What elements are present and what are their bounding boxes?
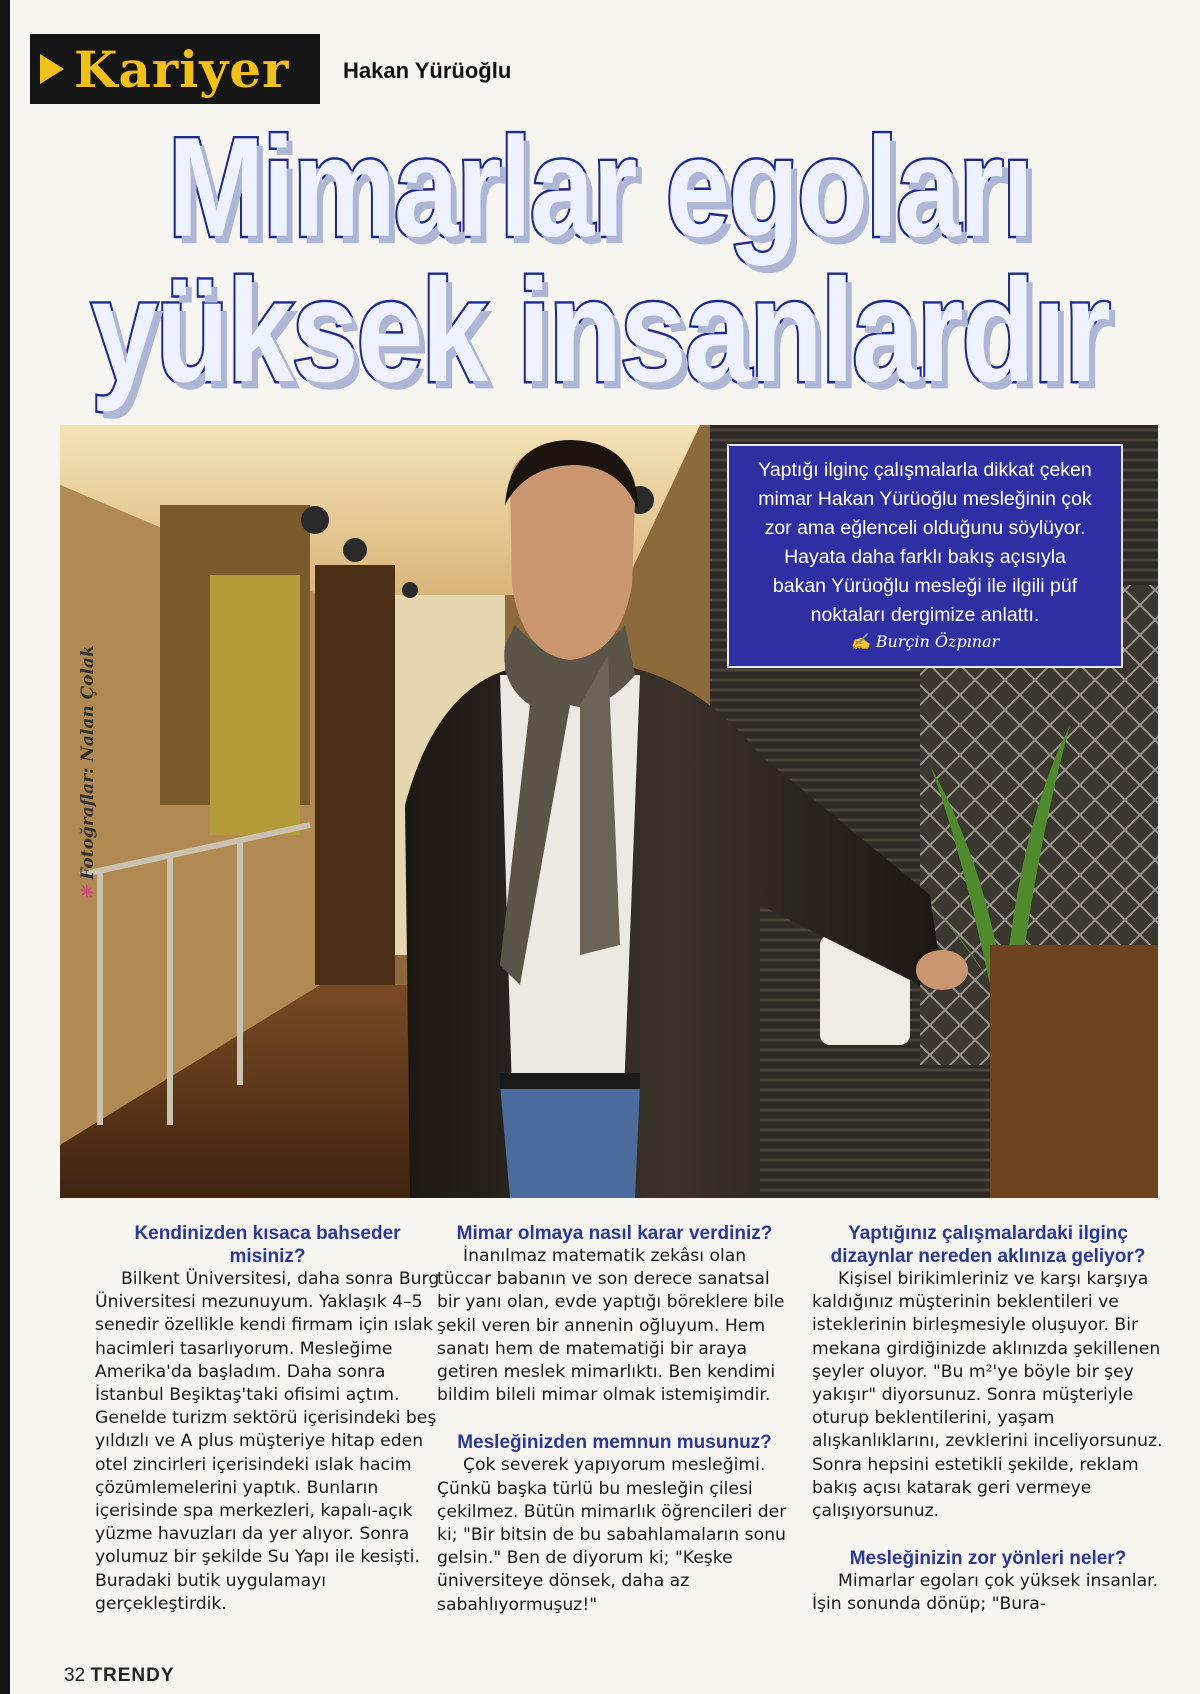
caption-line: zor ama eğlenceli olduğunu söylüyor. <box>764 517 1086 539</box>
headline-line-2: yüksek insanlardır <box>91 249 1109 413</box>
author-name: Hakan Yürüoğlu <box>343 58 512 83</box>
caption-line: Yaptığı ilginç çalışmalarla dikkat çeken <box>758 459 1092 481</box>
intro-caption-box <box>727 444 1123 668</box>
caption-line: Hayata daha farklı bakış açısıyla <box>784 546 1066 568</box>
headline-line-1: Mimarlar egoları <box>167 107 1033 267</box>
caption-line: noktaları dergimize anlattı. <box>810 604 1040 626</box>
caption-line: bakan Yürüoğlu mesleği ile ilgili püf <box>772 575 1078 597</box>
photo-credit <box>78 645 98 900</box>
page-folio <box>64 1665 175 1687</box>
magazine-name: TRENDY <box>90 1665 175 1686</box>
article-column-1 <box>95 1222 440 1616</box>
answer-paragraph: Mimarlar egoları çok yüksek insanlar. İşin sonunda dönüp; "Bura- <box>812 1571 1159 1615</box>
answer-paragraph: Çok severek yapıyorum mesleğimi. Çünkü başka türlü bu mesleğin çilesi çekilmez. Bütün mimarlık öğrencileri der ki; "Bir bitsin de bu sabahlamaların sonu gelsin." Ben de diyorum ki; "Keşke üniversiteye dönsek, daha az sabahlıyormuşuz!" <box>437 1455 787 1615</box>
question-heading: Mesleğinizin zor yönleri neler? <box>849 1548 1127 1570</box>
article-column-2 <box>437 1222 792 1617</box>
answer-paragraph: Kişisel birikimleriniz ve karşı karşıya kaldığınız müşterinin beklentileri ve isteklerinin birleşmesiyle oluşuyor. Bir mekana girdiğinizde aklınızda şekillenen şeyler oluyor. "Bu m²'ye böyle bir şey yakışır" diyorsunuz. Sonra müşteriyle oturup beklentilerini, yaşam alışkanlıklarını, zevklerini inceliyorsunuz. Sonra hepsini estetikli şekilde, reklam bakış açısı katarak geri vermeye çalışıyorsunuz. <box>812 1269 1163 1522</box>
question-heading: Mesleğinizden memnun musunuz? <box>457 1432 772 1454</box>
article-column-3 <box>812 1222 1164 1617</box>
asterisk-icon: ✳ <box>78 885 98 900</box>
page-number: 32 <box>64 1665 86 1686</box>
caption-line: mimar Hakan Yürüoğlu mesleğinin çok <box>758 488 1092 510</box>
caption-byline: ✍ Burçin Özpınar <box>850 632 1000 651</box>
photo-credit-text: Fotoğraflar: Nalan Çolak <box>78 645 98 880</box>
section-label <box>30 34 320 104</box>
question-heading: Mimar olmaya nasıl karar verdiniz? <box>456 1223 773 1244</box>
question-heading: Yaptığınız çalışmalardaki ilginç dizaynlar nereden aklınıza geliyor? <box>830 1223 1146 1267</box>
answer-paragraph: İnanılmaz matematik zekâsı olan tüccar babanın ve son derece sanatsal bir yanı olan, evde yaptığı böreklere bile şekil veren bir annenin oğluyum. Hem sanatı hem de matematiği bir araya getiren meslek mimarlıktı. Ben kendimi bildim bileli mimar olmak istemişimdir. <box>437 1246 785 1406</box>
question-heading: Kendinizden kısaca bahseder misiniz? <box>134 1223 401 1267</box>
section-title: Kariyer <box>74 39 290 99</box>
answer-paragraph: Bilkent Üniversitesi, daha sonra Burg Üniversitesi mezunuyum. Yaklaşık 4–5 senedir özellikle kendi firmam için ıslak hacimleri tasarlıyorum. Mesleğime Amerika'da başladım. Daha sonra İstanbul Beşiktaş'taki ofisimi açtım. Genelde turizm sektörü içerisindeki beş yıldızlı ve A plus müşteriye hitap eden otel zincirleri içerisindeki ıslak hacim çözümlemelerini yaptık. Bunların içerisinde spa merkezleri, kapalı-açık yüzme havuzları da yer alıyor. Sonra yolumuz bir şekilde Su Yapı ile kesişti. Buradaki butik uygulamayı gerçekleştirdik. <box>95 1269 440 1614</box>
play-arrow-icon <box>40 54 64 84</box>
